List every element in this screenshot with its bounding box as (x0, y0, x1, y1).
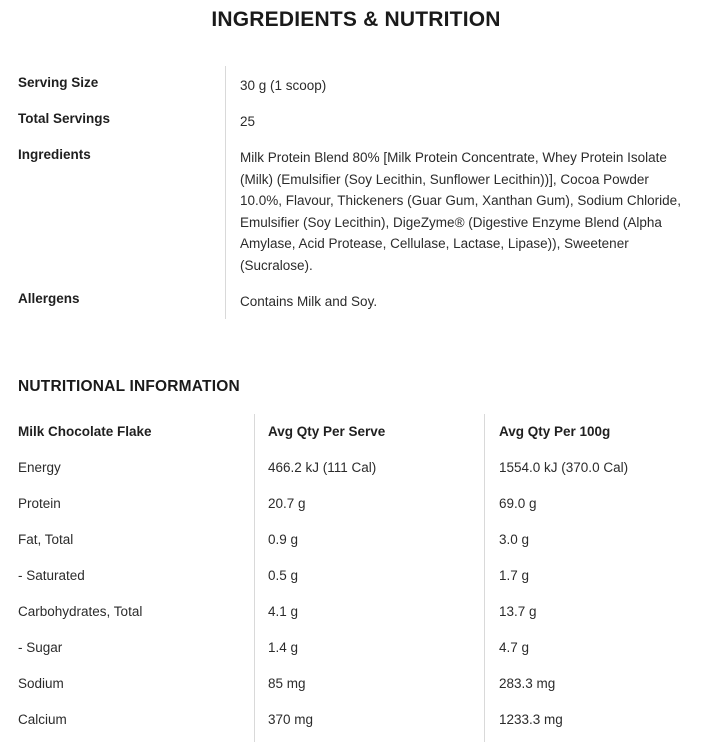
page-title: INGREDIENTS & NUTRITION (211, 8, 501, 31)
header-product: Milk Chocolate Flake (18, 424, 152, 439)
ingredients-value: Milk Protein Blend 80% [Milk Protein Concentrate, Whey Protein Isolate (Milk) (Emulsifier (Soy Lecithin, Sunflower Lecithin))], Cocoa Powder 10.0%, Flavour, Thickeners (Guar Gum, Xanthan Gum), Sodium Chloride, Emulsifier (Soy Lecithin), DigeZyme® (Digestive Enzyme Blend (Alpha Amylase, Acid Protease, Cellulase, Lactase, Lipase)), Sweetener (Sucralose). (240, 150, 681, 273)
nutrition-header-row (18, 414, 698, 450)
per-serve-value: 1.4 g (268, 640, 299, 655)
per-serve-value: 4.1 g (268, 604, 299, 619)
allergens-label: Allergens (18, 291, 80, 306)
per-100g-value: 1233.3 mg (499, 712, 563, 727)
table-row (18, 666, 698, 702)
per-serve-value: 0.5 g (268, 568, 299, 583)
per-100g-value: 13.7 g (499, 604, 537, 619)
per-serve-value: 0.9 g (268, 532, 299, 547)
nutrient-name: Protein (18, 496, 61, 511)
nutrient-name: Carbohydrates, Total (18, 604, 143, 619)
total-servings-value: 25 (240, 114, 256, 129)
column-divider (225, 66, 226, 319)
ingredients-label: Ingredients (18, 147, 91, 162)
per-100g-value: 1.7 g (499, 568, 530, 583)
nutrient-name: - Saturated (18, 568, 85, 583)
per-100g-value: 69.0 g (499, 496, 537, 511)
per-100g-value: 3.0 g (499, 532, 530, 547)
per-serve-value: 466.2 kJ (111 Cal) (268, 460, 377, 475)
per-serve-value: 20.7 g (268, 496, 306, 511)
nutrient-name: Sodium (18, 676, 64, 691)
allergens-value: Contains Milk and Soy. (240, 294, 378, 309)
table-row (18, 558, 698, 594)
per-100g-value: 283.3 mg (499, 676, 556, 691)
per-serve-value: 370 mg (268, 712, 314, 727)
nutrient-name: Energy (18, 460, 61, 475)
nutrient-name: - Sugar (18, 640, 63, 655)
header-per-serve: Avg Qty Per Serve (268, 424, 386, 439)
per-serve-value: 85 mg (268, 676, 306, 691)
table-row (18, 594, 698, 630)
table-row (18, 522, 698, 558)
nutrient-name: Calcium (18, 712, 67, 727)
serving-size-value: 30 g (1 scoop) (240, 78, 327, 93)
nutrition-table (18, 414, 698, 744)
table-row (18, 486, 698, 522)
header-per-100g: Avg Qty Per 100g (499, 424, 611, 439)
serving-size-label: Serving Size (18, 75, 99, 90)
table-row (18, 630, 698, 666)
nutrition-section-title: NUTRITIONAL INFORMATION (18, 378, 240, 395)
per-100g-value: 4.7 g (499, 640, 530, 655)
per-100g-value: 1554.0 kJ (370.0 Cal) (499, 460, 629, 475)
nutrient-name: Fat, Total (18, 532, 74, 547)
table-row (18, 450, 698, 486)
table-row (18, 702, 698, 738)
total-servings-label: Total Servings (18, 111, 111, 126)
